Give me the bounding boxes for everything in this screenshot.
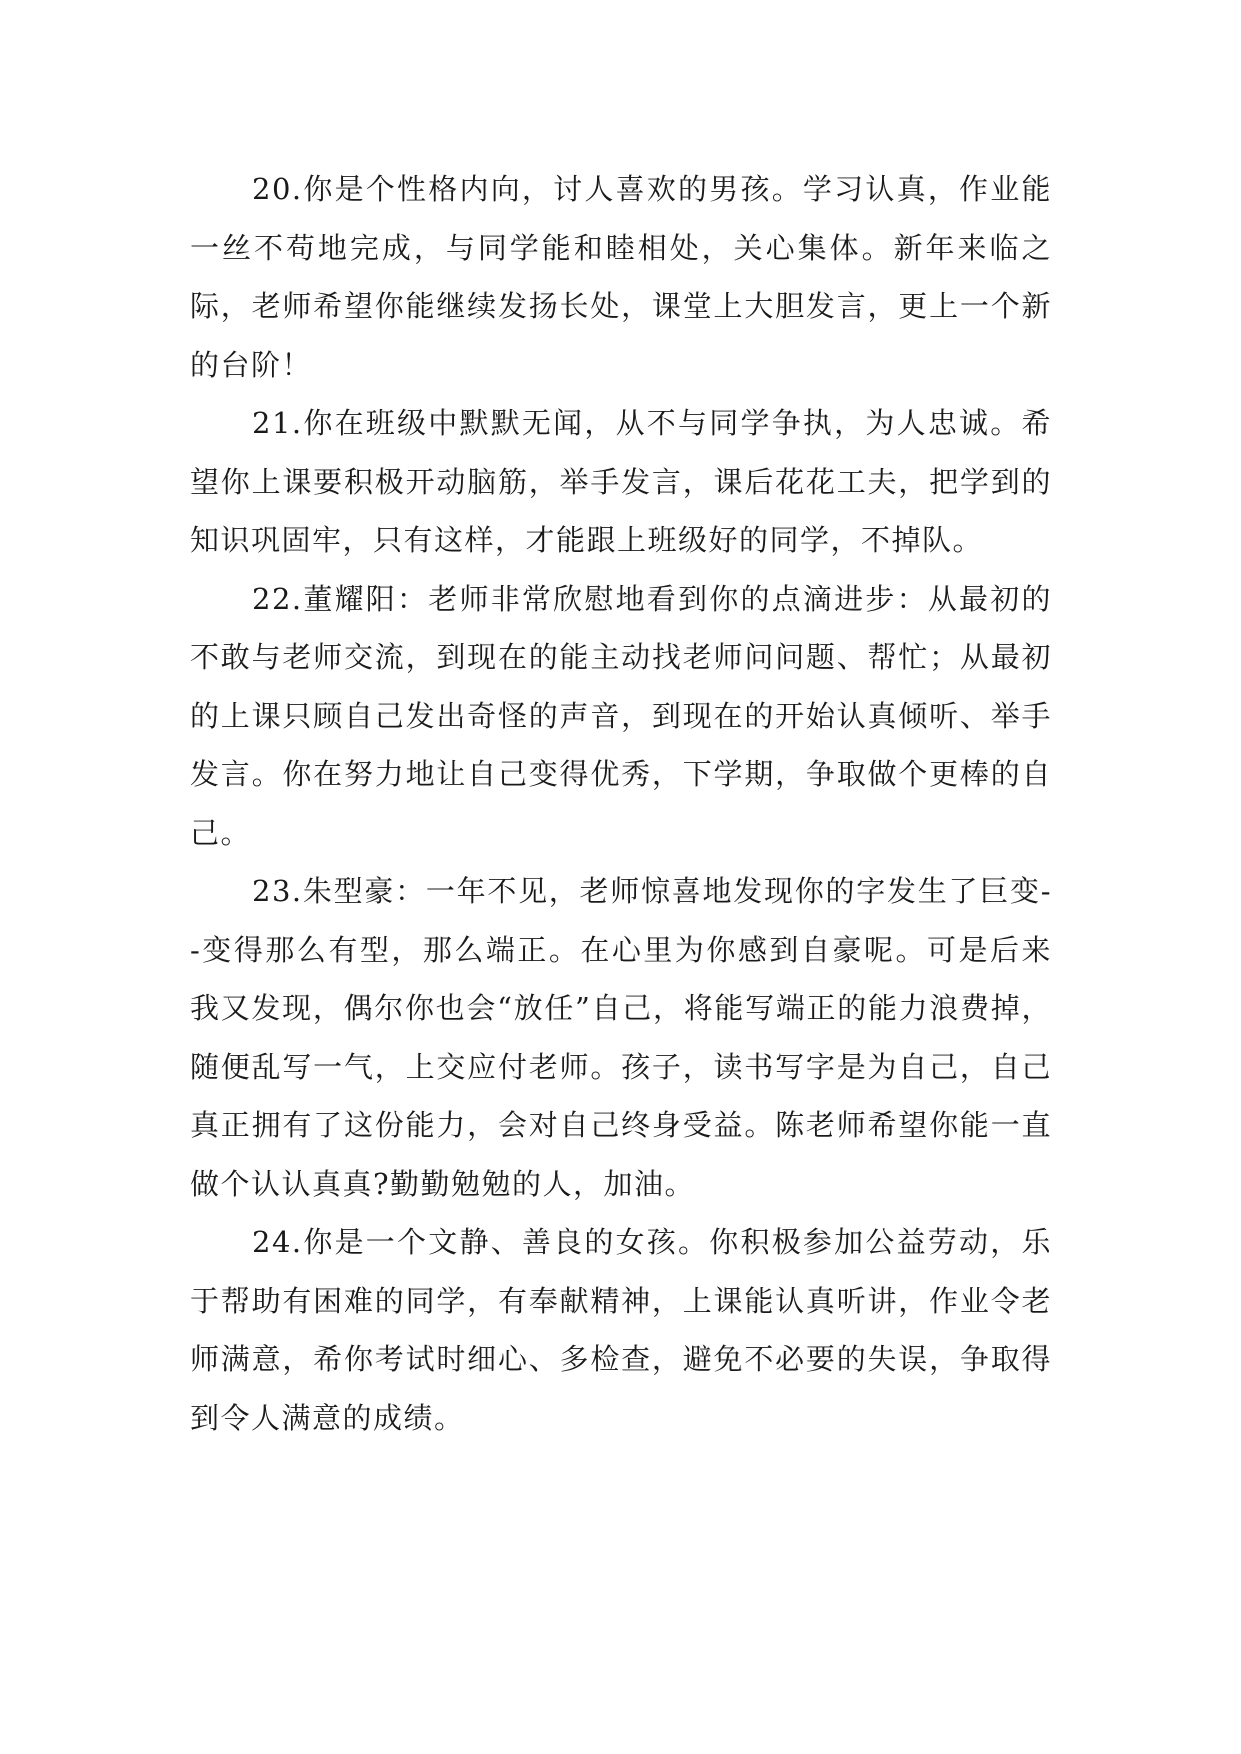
paragraph-21: 21.你在班级中默默无闻，从不与同学争执，为人忠诚。希望你上课要积极开动脑筋，举手发言，课后花花工夫，把学到的知识巩固牢，只有这样，才能跟上班级好的同学，不掉队。 — [190, 406, 1052, 557]
paragraph-22: 22.董耀阳：老师非常欣慰地看到你的点滴进步：从最初的不敢与老师交流，到现在的能主动找老师问问题、帮忙；从最初的上课只顾自己发出奇怪的声音，到现在的开始认真倾听、举手发言。你在努力地让自己变得优秀，下学期，争取做个更棒的自己。 — [190, 581, 1052, 850]
paragraph-24: 24.你是一个文静、善良的女孩。你积极参加公益劳动，乐于帮助有困难的同学，有奉献精神，上课能认真听讲，作业令老师满意，希你考试时细心、多检查，避免不必要的失误，争取得到令人满意的成绩。 — [190, 1225, 1052, 1435]
document-body — [190, 160, 1052, 1447]
paragraph-23: 23.朱型豪：一年不见，老师惊喜地发现你的字发生了巨变--变得那么有型，那么端正。在心里为你感到自豪呢。可是后来我又发现，偶尔你也会“放任”自己，将能写端正的能力浪费掉，随便乱写一气，上交应付老师。孩子，读书写字是为自己，自己真正拥有了这份能力，会对自己终身受益。陈老师希望你能一直做个认认真真?勤勤勉勉的人，加油。 — [190, 874, 1052, 1201]
paragraph-20: 20.你是个性格内向，讨人喜欢的男孩。学习认真，作业能一丝不苟地完成，与同学能和睦相处，关心集体。新年来临之际，老师希望你能继续发扬长处，课堂上大胆发言，更上一个新的台阶！ — [190, 172, 1052, 382]
